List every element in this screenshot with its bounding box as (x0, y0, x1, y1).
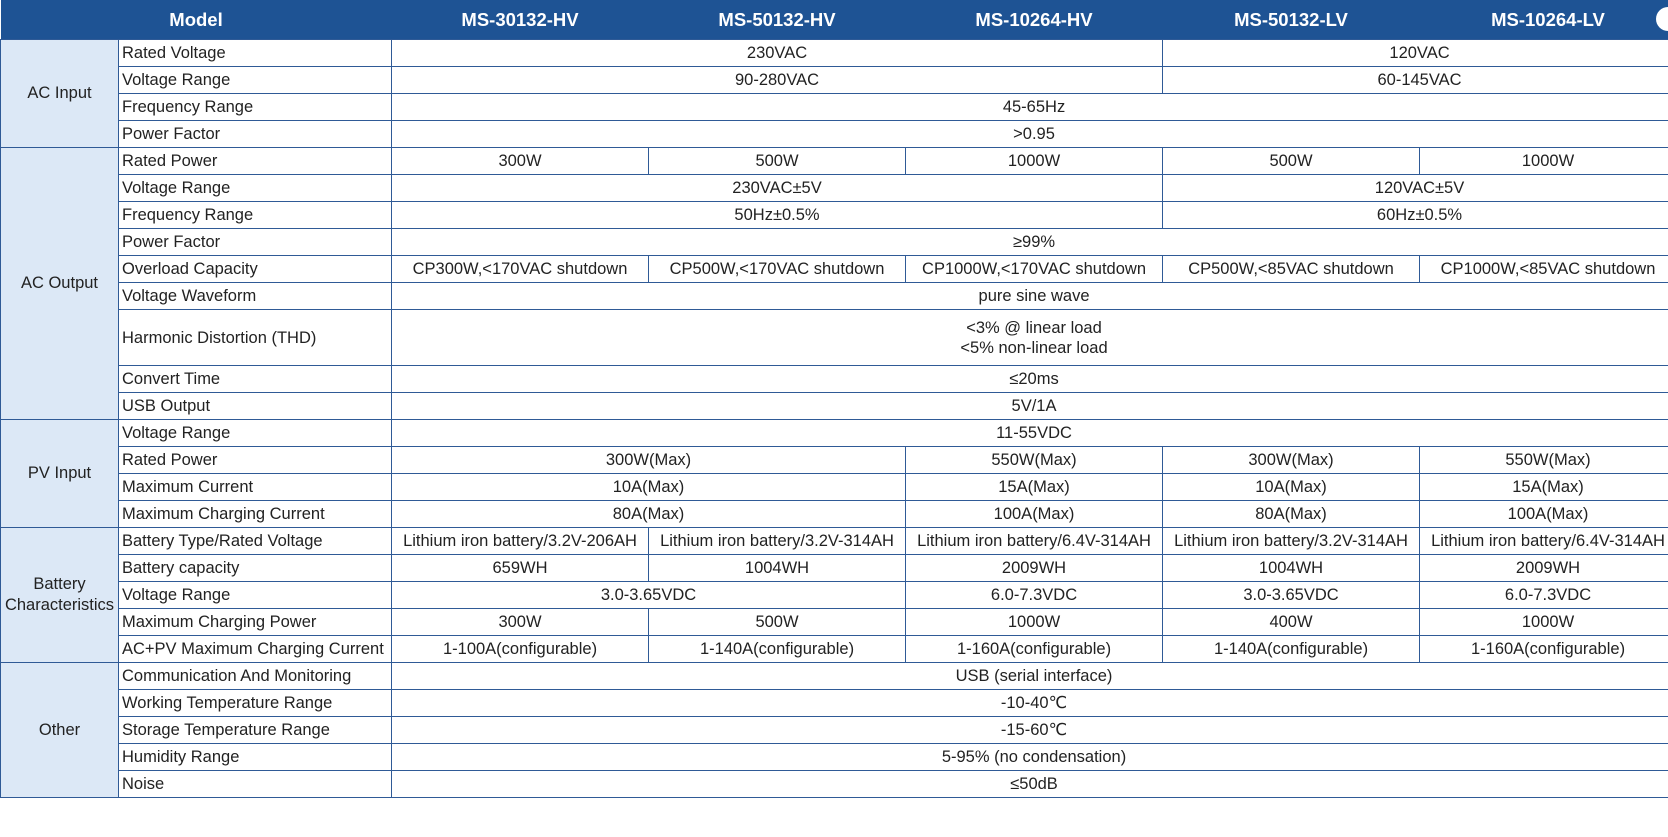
value-cell: 100A(Max) (1420, 501, 1668, 528)
value-cell: 45-65Hz (392, 94, 1668, 121)
value-cell: 300W (392, 148, 649, 175)
category-label: AC Input (1, 40, 119, 148)
parameter-label: Rated Power (119, 148, 392, 175)
value-cell: 1000W (906, 609, 1163, 636)
parameter-label: Frequency Range (119, 202, 392, 229)
value-cell: 1004WH (1163, 555, 1420, 582)
value-cell: USB (serial interface) (392, 663, 1668, 690)
value-cell: 500W (649, 609, 906, 636)
value-cell: Lithium iron battery/6.4V-314AH (1420, 528, 1668, 555)
value-cell (392, 310, 1668, 366)
value-cell: CP300W,<170VAC shutdown (392, 256, 649, 283)
table-row (1, 582, 1668, 609)
value-cell: 1-140A(configurable) (1163, 636, 1420, 663)
model-column-header: MS-10264-HV (906, 0, 1163, 40)
table-row (1, 771, 1668, 798)
value-cell: 300W(Max) (1163, 447, 1420, 474)
parameter-label: Voltage Range (119, 582, 392, 609)
parameter-label: USB Output (119, 393, 392, 420)
value-cell: 6.0-7.3VDC (906, 582, 1163, 609)
table-row (1, 40, 1668, 67)
value-cell: CP500W,<170VAC shutdown (649, 256, 906, 283)
category-label: Other (1, 663, 119, 798)
table-row (1, 256, 1668, 283)
parameter-label: Voltage Waveform (119, 283, 392, 310)
value-cell: -15-60℃ (392, 717, 1668, 744)
model-column-header: MS-30132-HV (392, 0, 649, 40)
parameter-label: Storage Temperature Range (119, 717, 392, 744)
value-cell: 1-160A(configurable) (906, 636, 1163, 663)
model-column-header: MS-10264-LV (1420, 0, 1668, 40)
value-cell: 60Hz±0.5% (1163, 202, 1668, 229)
value-cell: 11-55VDC (392, 420, 1668, 447)
table-row (1, 67, 1668, 94)
value-cell: CP500W,<85VAC shutdown (1163, 256, 1420, 283)
table-row (1, 175, 1668, 202)
table-row (1, 744, 1668, 771)
value-cell: 2009WH (1420, 555, 1668, 582)
table-row (1, 94, 1668, 121)
value-cell: 1-100A(configurable) (392, 636, 649, 663)
table-row (1, 310, 1668, 366)
value-cell: 10A(Max) (1163, 474, 1420, 501)
parameter-label: AC+PV Maximum Charging Current (119, 636, 392, 663)
parameter-label: Voltage Range (119, 67, 392, 94)
value-cell: CP1000W,<85VAC shutdown (1420, 256, 1668, 283)
value-cell: Lithium iron battery/6.4V-314AH (906, 528, 1163, 555)
value-cell: 80A(Max) (392, 501, 906, 528)
parameter-label: Communication And Monitoring (119, 663, 392, 690)
value-line: <3% @ linear load (966, 318, 1102, 337)
parameter-label: Frequency Range (119, 94, 392, 121)
value-cell: ≤20ms (392, 366, 1668, 393)
parameter-label: Power Factor (119, 229, 392, 256)
value-cell: 1-160A(configurable) (1420, 636, 1668, 663)
table-row (1, 148, 1668, 175)
value-cell: 50Hz±0.5% (392, 202, 1163, 229)
value-cell: Lithium iron battery/3.2V-314AH (1163, 528, 1420, 555)
value-cell: 550W(Max) (906, 447, 1163, 474)
model-header: Model (1, 0, 392, 40)
value-cell: >0.95 (392, 121, 1668, 148)
value-cell: 3.0-3.65VDC (392, 582, 906, 609)
model-column-header: MS-50132-LV (1163, 0, 1420, 40)
parameter-label: Convert Time (119, 366, 392, 393)
table-row (1, 202, 1668, 229)
category-label: PV Input (1, 420, 119, 528)
parameter-label: Working Temperature Range (119, 690, 392, 717)
parameter-label: Harmonic Distortion (THD) (119, 310, 392, 366)
table-row (1, 420, 1668, 447)
table-row (1, 663, 1668, 690)
table-row (1, 393, 1668, 420)
model-column-header: MS-50132-HV (649, 0, 906, 40)
spec-body (1, 40, 1668, 798)
header-row (1, 0, 1668, 40)
value-cell: Lithium iron battery/3.2V-206AH (392, 528, 649, 555)
value-cell: 230VAC±5V (392, 175, 1163, 202)
value-cell: ≥99% (392, 229, 1668, 256)
value-cell: 300W (392, 609, 649, 636)
value-cell: 400W (1163, 609, 1420, 636)
value-cell: 15A(Max) (906, 474, 1163, 501)
value-cell: 15A(Max) (1420, 474, 1668, 501)
parameter-label: Maximum Charging Power (119, 609, 392, 636)
value-cell: 3.0-3.65VDC (1163, 582, 1420, 609)
value-cell: 659WH (392, 555, 649, 582)
parameter-label: Power Factor (119, 121, 392, 148)
value-cell: 1000W (906, 148, 1163, 175)
value-cell: 90-280VAC (392, 67, 1163, 94)
value-cell: 1000W (1420, 148, 1668, 175)
value-cell: 80A(Max) (1163, 501, 1420, 528)
table-row (1, 283, 1668, 310)
parameter-label: Overload Capacity (119, 256, 392, 283)
parameter-label: Maximum Charging Current (119, 501, 392, 528)
value-cell: pure sine wave (392, 283, 1668, 310)
value-cell: 100A(Max) (906, 501, 1163, 528)
value-cell: 6.0-7.3VDC (1420, 582, 1668, 609)
table-row (1, 447, 1668, 474)
table-row (1, 501, 1668, 528)
value-cell: 120VAC (1163, 40, 1668, 67)
parameter-label: Voltage Range (119, 420, 392, 447)
parameter-label: Humidity Range (119, 744, 392, 771)
table-row (1, 609, 1668, 636)
value-cell: 60-145VAC (1163, 67, 1668, 94)
value-cell: 500W (649, 148, 906, 175)
table-row (1, 121, 1668, 148)
parameter-label: Battery capacity (119, 555, 392, 582)
value-cell: ≤50dB (392, 771, 1668, 798)
table-row (1, 366, 1668, 393)
value-cell: 120VAC±5V (1163, 175, 1668, 202)
value-cell: 1004WH (649, 555, 906, 582)
value-cell: 10A(Max) (392, 474, 906, 501)
value-cell: 5V/1A (392, 393, 1668, 420)
parameter-label: Voltage Range (119, 175, 392, 202)
value-cell: 300W(Max) (392, 447, 906, 474)
table-row (1, 690, 1668, 717)
parameter-label: Maximum Current (119, 474, 392, 501)
value-cell: 500W (1163, 148, 1420, 175)
table-row (1, 636, 1668, 663)
category-label: AC Output (1, 148, 119, 420)
value-cell: Lithium iron battery/3.2V-314AH (649, 528, 906, 555)
table-row (1, 474, 1668, 501)
table-row (1, 555, 1668, 582)
parameter-label: Noise (119, 771, 392, 798)
value-cell: -10-40℃ (392, 690, 1668, 717)
parameter-label: Rated Power (119, 447, 392, 474)
parameter-label: Rated Voltage (119, 40, 392, 67)
value-cell: CP1000W,<170VAC shutdown (906, 256, 1163, 283)
table-row (1, 229, 1668, 256)
value-cell: 230VAC (392, 40, 1163, 67)
value-cell: 2009WH (906, 555, 1163, 582)
value-line: <5% non-linear load (960, 338, 1108, 357)
value-cell: 5-95% (no condensation) (392, 744, 1668, 771)
category-label: Battery Characteristics (1, 528, 119, 663)
value-cell: 1-140A(configurable) (649, 636, 906, 663)
table-row (1, 528, 1668, 555)
parameter-label: Battery Type/Rated Voltage (119, 528, 392, 555)
value-cell: 1000W (1420, 609, 1668, 636)
table-row (1, 717, 1668, 744)
value-cell: 550W(Max) (1420, 447, 1668, 474)
